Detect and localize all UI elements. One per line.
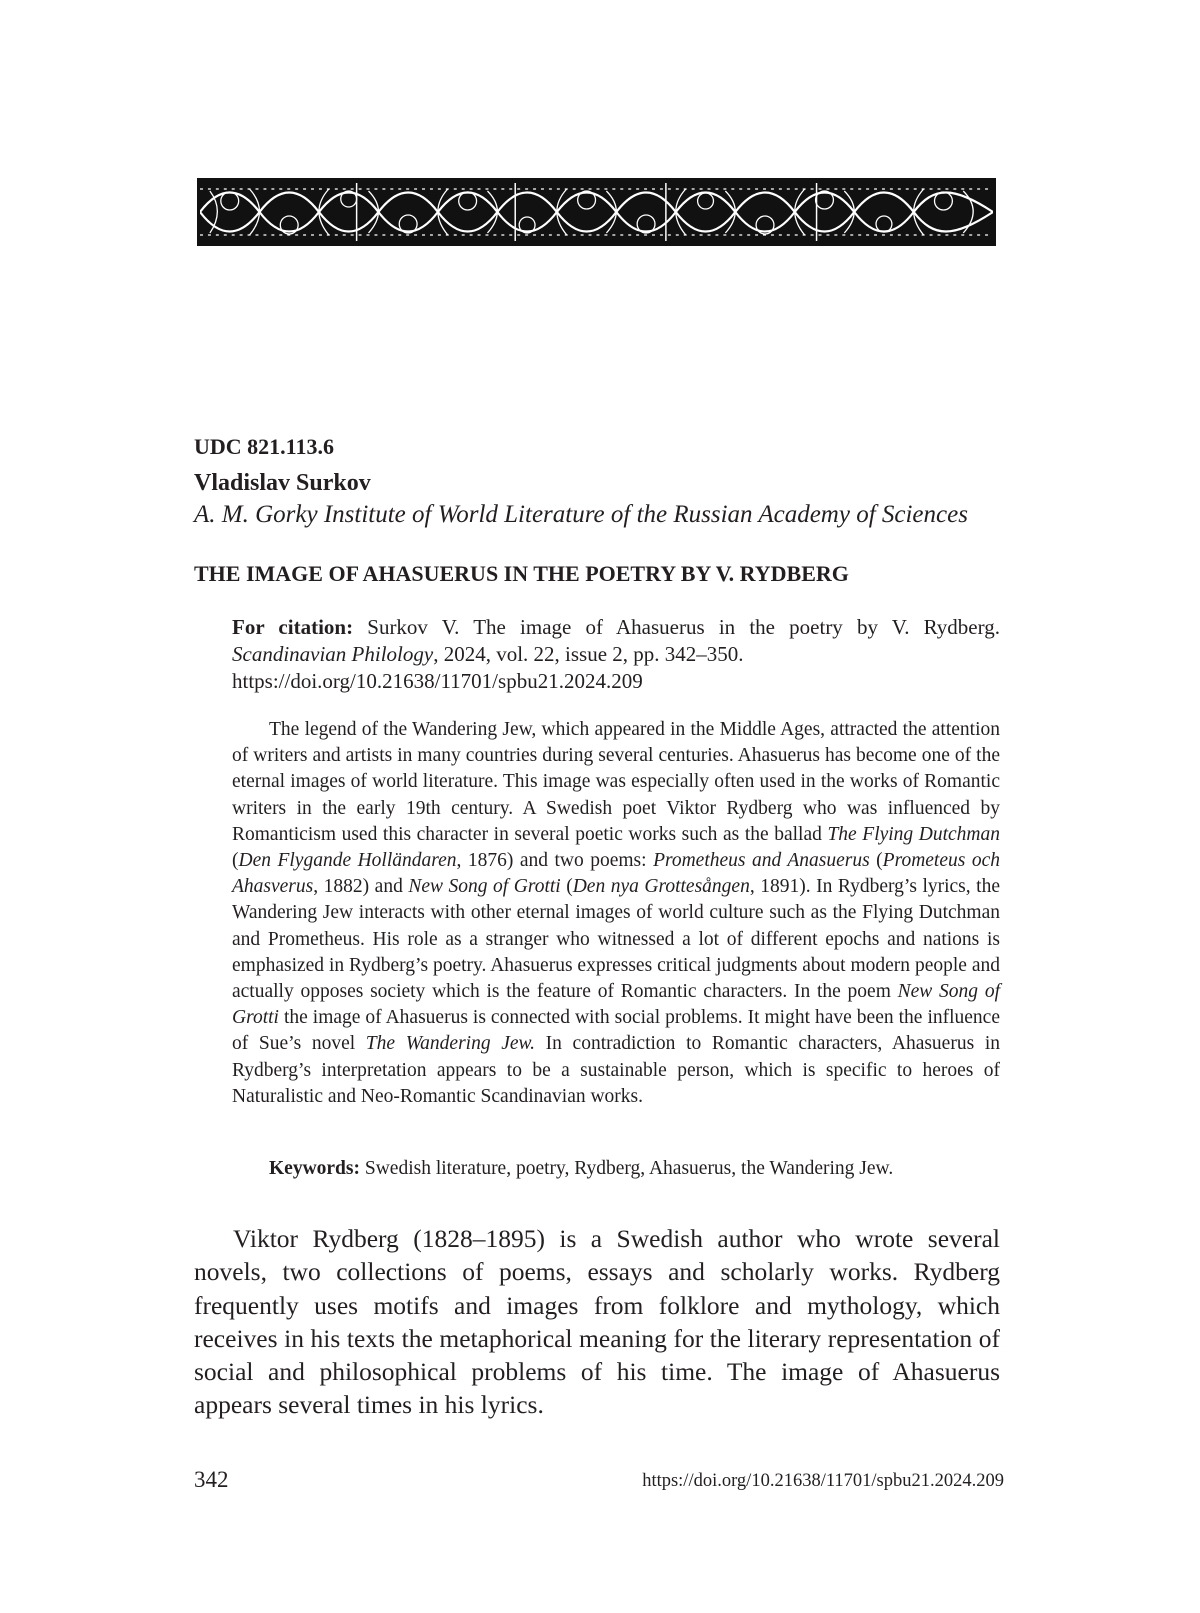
keywords-label: Keywords:	[269, 1158, 360, 1179]
knotwork-ornament-icon	[200, 181, 993, 243]
citation-details: , 2024, vol. 22, issue 2, pp. 342–350.	[433, 642, 744, 666]
citation-doi: https://doi.org/10.21638/11701/spbu21.2024.209	[232, 669, 643, 693]
footer-doi: https://doi.org/10.21638/11701/spbu21.2024.209	[642, 1471, 1004, 1491]
page-number: 342	[194, 1467, 229, 1492]
citation-block	[232, 614, 1000, 695]
keywords-text: Swedish literature, poetry, Rydberg, Ahasuerus, the Wandering Jew.	[360, 1158, 894, 1179]
abstract-paragraph: The legend of the Wandering Jew, which appeared in the Middle Ages, attracted the attention of writers and artists in many countries during several centuries. Ahasuerus has become one of the eternal images of world literature. This image was especially often used in the works of Romantic writers in the early 19th century. A Swedish poet Viktor Rydberg who was influenced by Romanticism used this character in several poetic works such as the ballad The Flying Dutchman (Den Flygande Holländaren, 1876) and two poems: Prometheus and Anasuerus (Prometeus och Ahasverus, 1882) and New Song of Grotti (Den nya Grottesången, 1891). In Rydberg’s lyrics, the Wandering Jew interacts with other eternal images of world culture such as the Flying Dutchman and Prometheus. His role as a stranger who witnessed a lot of different epochs and nations is emphasized in Rydberg’s poetry. Ahasuerus expresses critical judgments about modern people and actually opposes society which is the feature of Romantic characters. In the poem New Song of Grotti the image of Ahasuerus is connected with social problems. It might have been the influence of Sue’s novel The Wandering Jew. In contradiction to Romantic characters, Ahasuerus in Rydberg’s interpretation appears to be a sustainable person, which is specific to heroes of Naturalistic and Neo-Romantic Scandinavian works.	[232, 719, 1001, 1107]
citation-text: Surkov V. The image of Ahasuerus in the poetry by V. Rydberg.	[353, 615, 1000, 639]
citation-journal: Scandinavian Philology	[232, 642, 434, 666]
article-title: THE IMAGE OF AHASUERUS IN THE POETRY BY V. RYDBERG	[194, 561, 849, 586]
decorative-knotwork-banner	[197, 178, 996, 246]
author-name: Vladislav Surkov	[194, 470, 371, 496]
body-paragraph: Viktor Rydberg (1828–1895) is a Swedish author who wrote several novels, two collections of poems, essays and scholarly works. Rydberg frequently uses motifs and images from folklore and mythology, which receives in his texts the metaphorical meaning for the literary representation of social and philosophical problems of his time. The image of Ahasuerus appears several times in his lyrics.	[194, 1224, 1000, 1420]
keywords-line	[232, 1156, 1000, 1182]
author-affiliation: A. M. Gorky Institute of World Literature of the Russian Academy of Sciences	[194, 501, 968, 528]
citation-label: For citation:	[232, 615, 354, 639]
udc-code: UDC 821.113.6	[194, 434, 334, 459]
